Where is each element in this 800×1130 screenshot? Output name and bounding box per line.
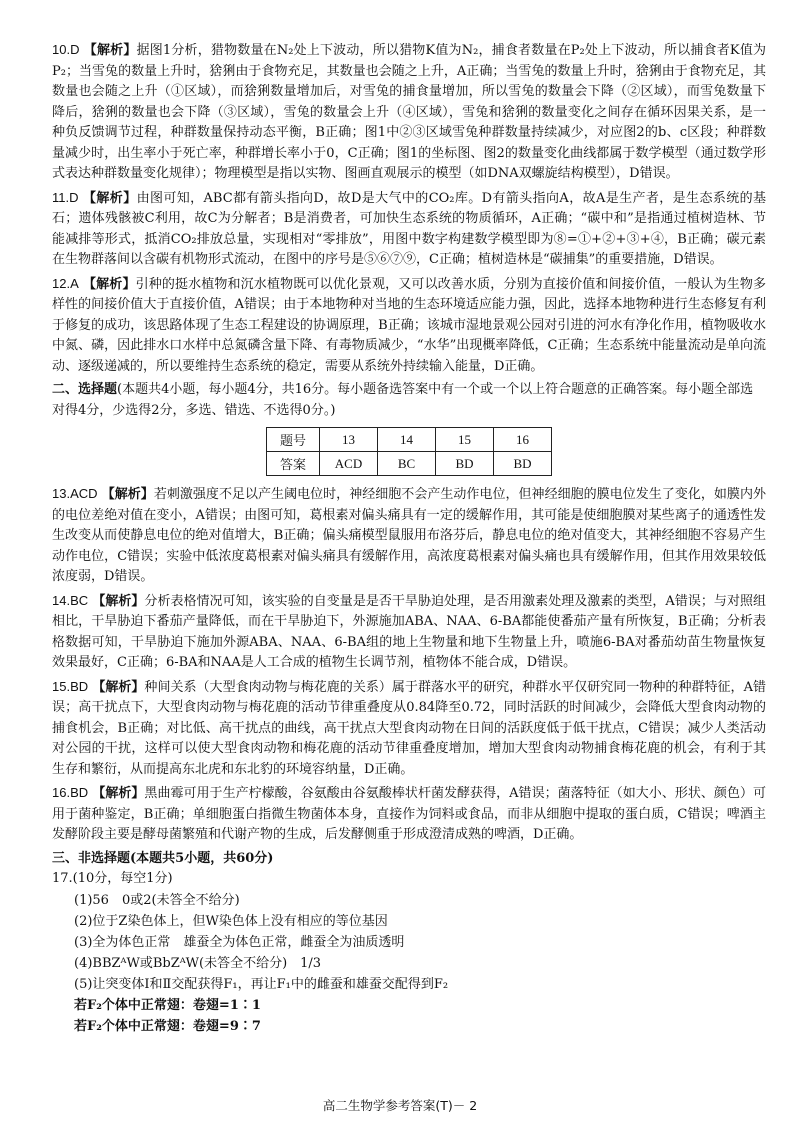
section-3-description: (本题共5小题，共60分) <box>130 850 274 866</box>
analysis-tag: 【解析】 <box>83 190 137 206</box>
answer-15 <box>52 677 766 781</box>
q17-line: (1)56 0或2(未答全不给分) <box>74 892 240 908</box>
analysis-text: 引种的挺水植物和沉水植物既可以优化景观，又可以改善水质，分别为直接价值和间接价值，一般认为生物多样性的间接价值大于直接价值，A错误；由于本地物种对当地的生态环境适应能力强，因此，选择本地物种进行生态修复有利于修复的成功，该思路体现了生态工程建设的协调原理，B正确；该城市湿地景观公园对引进的河水有净化作用，植物吸收水中氮、磷，因此排水口水样中总氮磷含量下降、有毒物质减少，“水华”出现概率降低，C正确；生态系统中能量流动是单向流动、逐级递减的，所以要维持生态系统的稳定，需要从系统外持续输入能量，D正确。 <box>52 276 766 374</box>
analysis-tag: 【解析】 <box>83 43 137 58</box>
analysis-text: 据图1分析，猎物数量在N₂处上下波动，所以猎物K值为N₂，捕食者数量在P₂处上下波动，所以捕食者K值为P₂；当雪兔的数量上升时，猞猁由于食物充足，其数量也会随之上升，A正确；当雪兔的数量上升时，猞猁由于食物充足，其数量也会随之上升（①区域），而猞猁数量增加后，对雪兔的捕食量增加，所以雪兔的数量会下降（②区域），而雪兔数量下降后，猞猁的数量也会下降（③区域），雪兔的数量会上升（④区域），雪兔和猞猁的数量变化之间存在循环因果关系，是一种负反馈调节过程，种群数量保持动态平衡，B正确；图1中②③区域雪兔种群数量持续减少，对应图2的b、c区段；种群数量减少时，出生率小于死亡率，种群增长率小于0，C正确；图1的坐标图、图2的数量变化曲线都属于数学模型（通过数学形式表达种群数量变化规律）；物理模型是指以实物、图画直观展示的模型（如DNA双螺旋结构模型），D错误。 <box>52 43 767 181</box>
table-cell: BD <box>494 452 552 476</box>
analysis-text: 种间关系（大型食肉动物与梅花鹿的关系）属于群落水平的研究，种群水平仅研究同一物种的种群特征，A错误；高干扰点下，大型食肉动物与梅花鹿的活动节律重叠度从0.84降至0.72，同时活跃的时间减少，会降低大型食肉动物的捕食机会，B正确；对比低、高干扰点的曲线，高干扰点大型食肉动物在日间的活跃度低于低干扰点，C错误；减少人类活动对公园的干扰，这样可以使大型食肉动物和梅花鹿的活动节律重叠度增加，增加大型食肉动物捕食梅花鹿的机会，有利于其生存和繁衍，从而提高东北虎和东北豹的环境容纳量，D正确。 <box>52 679 766 777</box>
analysis-tag: 【解析】 <box>101 487 154 502</box>
answer-number: 15.BD <box>52 678 89 694</box>
table-row-label: 题号 <box>267 428 320 452</box>
analysis-text: 由图可知，ABC都有箭头指向D，故D是大气中的CO₂库。D有箭头指向A，故A是生产者，是生态系统的基石；遗体残骸被C利用，故C为分解者；B是消费者，可加快生态系统的物质循环，A正确；“碳中和”是指通过植树造林、节能减排等形式，抵消CO₂排放总量，实现相对“零排放”，用图中数字构建数学模型即为⑧=①+②+③+④，B正确；碳元素在生物群落间以含碳有机物形式流动，在图中的序号是⑤⑥⑦⑨，C正确；植树造林是“碳捕集”的重要措施，D错误。 <box>52 190 766 267</box>
analysis-text: 若刺激强度不足以产生阈电位时，神经细胞不会产生动作电位，但神经细胞的膜电位发生了变化，如膜内外的电位差绝对值在变小，A错误；由图可知，葛根素对偏头痛具有一定的缓解作用，其可能是使细胞膜对某些离子的通透性发生改变从而使静息电位的绝对值增大，B正确；偏头痛模型鼠服用布洛芬后，静息电位的绝对值变大，其神经细胞不容易产生动作电位，C错误；实验中低浓度葛根素对偏头痛具有缓解作用，高浓度葛根素对偏头痛也具有缓解作用，但其作用效果较低浓度弱，D错误。 <box>52 487 766 584</box>
section-2-heading: 二、选择题 <box>52 382 118 397</box>
section-3 <box>52 849 766 870</box>
q17-line: 若F₂个体中正常翅：卷翅=9∶7 <box>74 1018 261 1034</box>
section-2 <box>52 380 766 421</box>
table-cell: BD <box>436 452 494 476</box>
answers-part1 <box>52 40 766 377</box>
analysis-text: 黑曲霉可用于生产柠檬酸，谷氨酸由谷氨酸棒状杆菌发酵获得，A错误；菌落特征（如大小、形状、颜色）可用于菌种鉴定，B正确；单细胞蛋白指微生物菌体本身，直接作为饲料或食品，而非从细胞中提取的蛋白质，C错误；啤酒主发酵阶段主要是酵母菌繁殖和代谢产物的生成，后发酵侧重于形成澄清成熟的啤酒，D正确。 <box>52 786 766 842</box>
analysis-tag: 【解析】 <box>83 276 136 292</box>
table-cell: 15 <box>436 428 494 452</box>
answer-12 <box>52 274 766 378</box>
answer-16 <box>52 783 766 846</box>
analysis-tag: 【解析】 <box>92 679 145 695</box>
q17-line: (5)让突变体Ⅰ和Ⅱ交配获得F₁，再让F₁中的雌蚕和雄蚕交配得到F₂ <box>74 976 449 992</box>
analysis-text: 分析表格情况可知，该实验的自变量是是否干旱胁迫处理，是否用激素处理及激素的类型，A错误；与对照组相比，干旱胁迫下番茄产量降低，而在干旱胁迫下，外源施加ABA、NAA、6-BA都能使番茄产量有所恢复，B正确；分析表格数据可知，干旱胁迫下施加外源ABA、NAA、6-BA组的地上生物量和地下生物量上升，喷施6-BA对番茄幼苗生物量恢复效果最好，C正确；6-BA和NAA是人工合成的植物生长调节剂，植物体不能合成，D错误。 <box>52 593 766 670</box>
answer-table <box>266 427 552 476</box>
analysis-tag: 【解析】 <box>92 786 145 801</box>
table-cell: 13 <box>320 428 378 452</box>
answer-number: 10.D <box>52 42 80 57</box>
answer-10 <box>52 40 766 185</box>
answer-14 <box>52 591 766 674</box>
answer-number: 13.ACD <box>52 486 98 501</box>
table-cell: BC <box>378 452 436 476</box>
answers-part2 <box>52 484 766 846</box>
table-row-numbers <box>267 428 552 452</box>
table-row-label: 答案 <box>267 452 320 476</box>
answer-number: 14.BC <box>52 592 89 608</box>
table-row-answers <box>267 452 552 476</box>
answer-number: 11.D <box>52 189 79 205</box>
table-cell: ACD <box>320 452 378 476</box>
answer-number: 12.A <box>52 275 79 291</box>
page-footer: 高二生物学参考答案(T)－ 2 <box>322 1098 478 1113</box>
q17-line: (4)BBZᴬW或BbZᴬW(未答全不给分) 1/3 <box>74 955 322 971</box>
answer-13 <box>52 484 766 588</box>
question-17 <box>52 869 766 1037</box>
q17-line: 若F₂个体中正常翅：卷翅=1∶1 <box>74 997 261 1013</box>
answer-number: 16.BD <box>52 785 89 800</box>
q17-line: (3)全为体色正常 雄蚕全为体色正常，雌蚕全为油质透明 <box>74 934 405 950</box>
analysis-tag: 【解析】 <box>92 593 145 609</box>
answer-11 <box>52 188 766 271</box>
table-cell: 16 <box>494 428 552 452</box>
section-2-description: (本题共4小题，每小题4分，共16分。每小题备选答案中有一个或一个以上符合题意的正确答案。每小题全部选对得4分，少选得2分，多选、错选、不选得0分。) <box>52 382 754 418</box>
table-cell: 14 <box>378 428 436 452</box>
section-3-heading: 三、非选择题 <box>52 850 131 866</box>
q17-line: (2)位于Z染色体上，但W染色体上没有相应的等位基因 <box>74 913 388 929</box>
question-17-title: 17.(10分，每空1分) <box>52 871 173 886</box>
